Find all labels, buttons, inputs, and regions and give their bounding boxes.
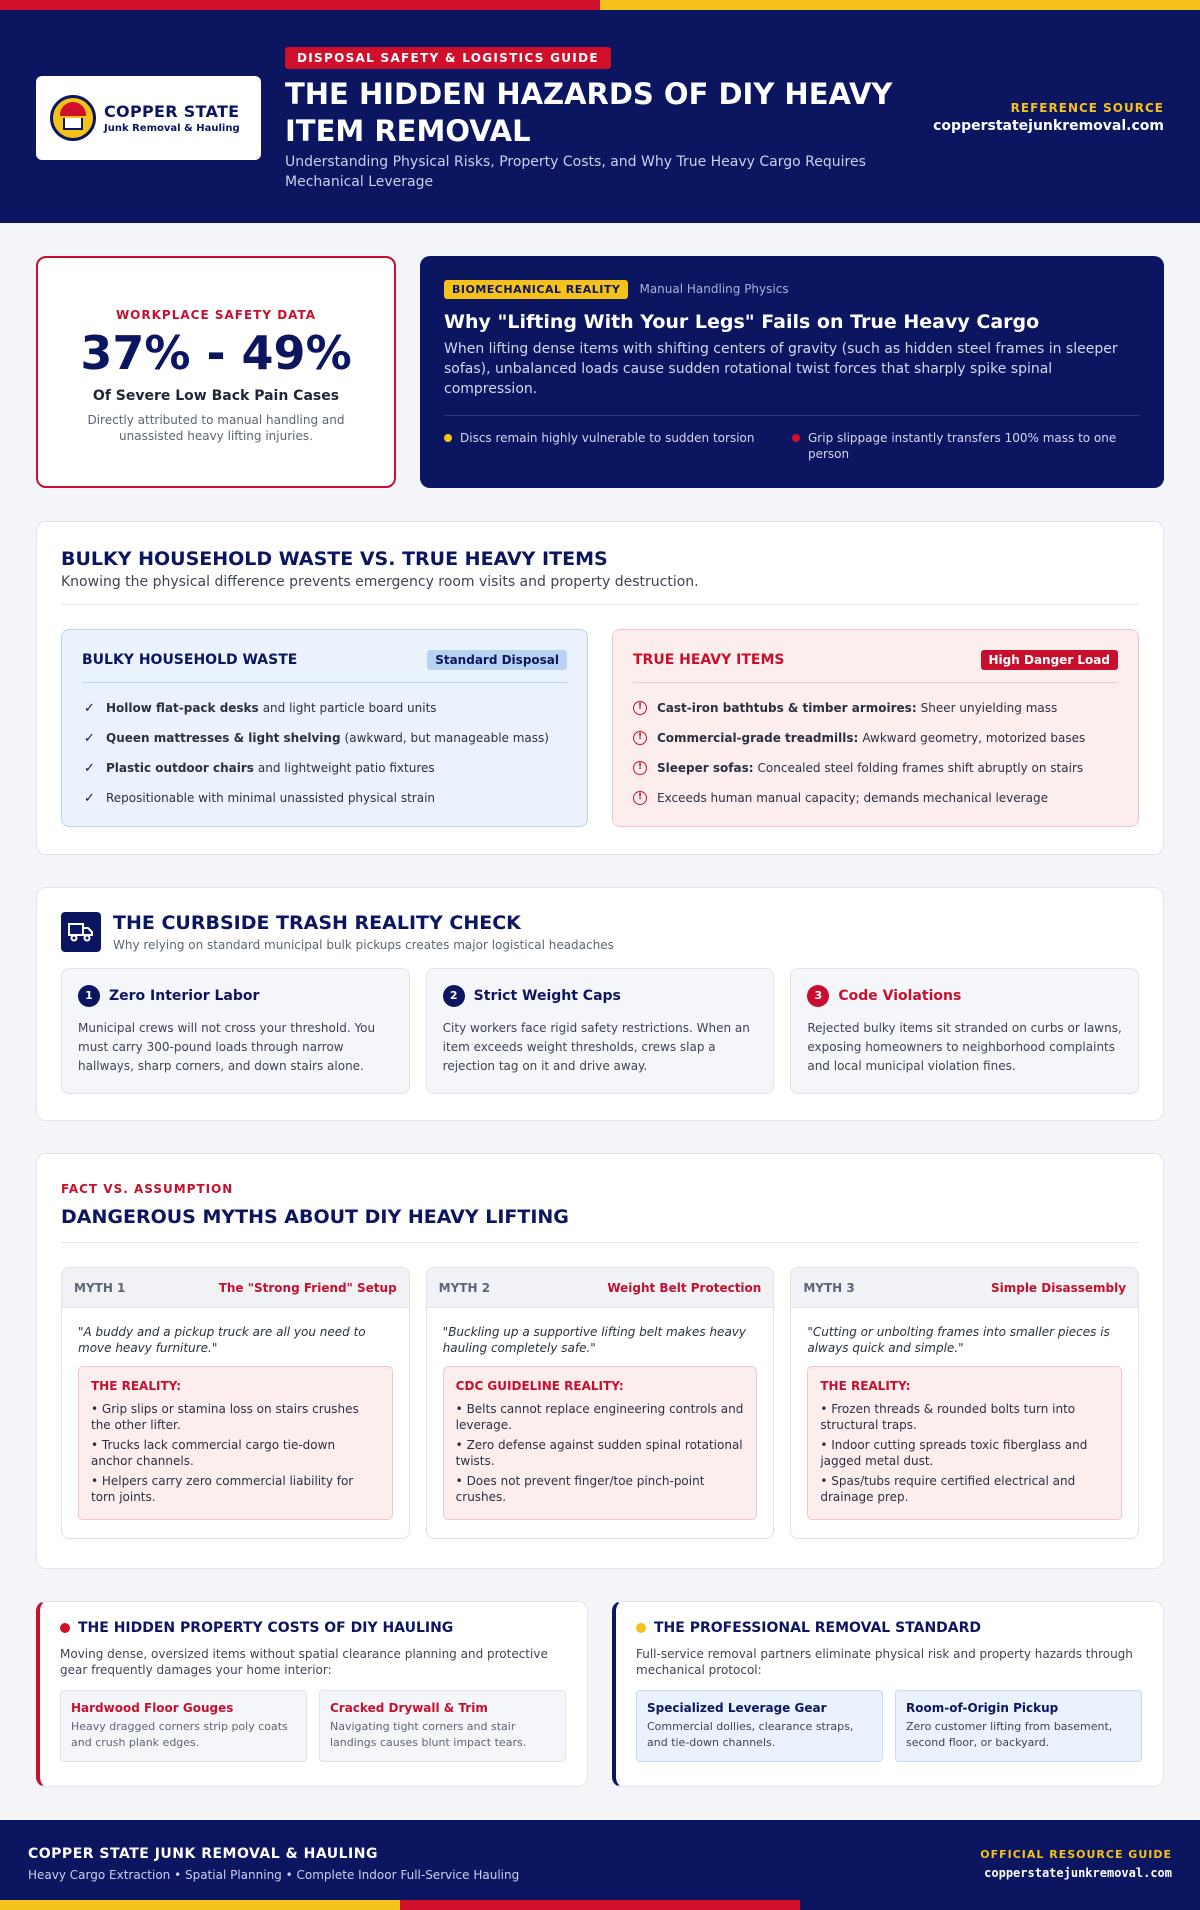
stat-value: 37% - 49%: [80, 326, 352, 380]
curbside-subtitle: Why relying on standard municipal bulk pickups creates major logistical headaches: [113, 938, 614, 952]
check-icon: ✓: [84, 760, 95, 776]
warning-icon: !: [633, 701, 647, 715]
high-danger-badge: High Danger Load: [981, 650, 1118, 670]
warning-icon: !: [633, 791, 647, 805]
myths-title: DANGEROUS MYTHS ABOUT DIY HEAVY LIFTING: [61, 1206, 569, 1228]
heavy-items-panel: [612, 629, 1139, 827]
list-item: ✓ Repositionable with minimal unassisted physical strain: [84, 790, 436, 806]
yellow-dot-icon: [636, 1623, 646, 1633]
comparison-section: [36, 521, 1164, 855]
footer-url[interactable]: copperstatejunkremoval.com: [984, 1866, 1172, 1880]
reference-url[interactable]: copperstatejunkremoval.com: [933, 118, 1164, 134]
bulky-waste-panel: [61, 629, 588, 827]
biomechanical-card: [420, 256, 1164, 488]
reality-item: • Belts cannot replace engineering controls and leverage.: [455, 1402, 744, 1432]
curbside-item-title: Code Violations: [838, 988, 962, 1004]
myth-quote: "Cutting or unbolting frames into smaller pieces is always quick and simple.": [807, 1325, 1110, 1355]
myth-number: MYTH 1: [74, 1280, 126, 1295]
stat-description: Of Severe Low Back Pain Cases: [92, 388, 340, 404]
safety-stat-card: [36, 256, 396, 488]
reality-item: • Does not prevent finger/toe pinch-point crushes.: [455, 1474, 705, 1504]
curbside-item-title: Strict Weight Caps: [473, 988, 621, 1004]
reference-label: REFERENCE SOURCE: [1010, 101, 1164, 115]
myths-label: FACT VS. ASSUMPTION: [61, 1182, 234, 1196]
myth-name: The "Strong Friend" Setup: [218, 1280, 397, 1295]
truck-icon: [61, 912, 101, 952]
list-item: ✓ Queen mattresses & light shelving (awkward, but manageable mass): [84, 730, 549, 746]
reality-box: [443, 1366, 758, 1520]
list-item: ! Commercial-grade treadmills: Awkward geometry, motorized bases: [633, 723, 1118, 753]
biomechanical-tag: BIOMECHANICAL REALITY: [444, 280, 628, 299]
warning-icon: !: [633, 731, 647, 745]
cost-item-text: Heavy dragged corners strip poly coats and crush plank edges.: [71, 1720, 288, 1749]
myth-quote: "Buckling up a supportive lifting belt makes heavy hauling completely safe.": [442, 1325, 746, 1355]
cost-item: [319, 1690, 566, 1762]
biomechanical-subtag: Manual Handling Physics: [639, 282, 789, 296]
curbside-item: [426, 968, 775, 1094]
number-badge: 1: [78, 985, 100, 1007]
comparison-title: BULKY HOUSEHOLD WASTE VS. TRUE HEAVY ITEMS: [61, 548, 608, 570]
check-icon: ✓: [84, 730, 95, 746]
divider: [61, 604, 1139, 605]
pro-item: [895, 1690, 1142, 1762]
top-color-stripe: [0, 0, 1200, 10]
myth-card: [61, 1267, 410, 1539]
footer-company-name: COPPER STATE JUNK REMOVAL & HAULING: [28, 1846, 378, 1862]
reality-item: • Grip slips or stamina loss on stairs crushes the other lifter.: [91, 1402, 359, 1432]
curbside-title: THE CURBSIDE TRASH REALITY CHECK: [113, 912, 521, 934]
curbside-item-text: Municipal crews will not cross your threshold. You must carry 300-pound loads through narrow hallways, sharp corners, and down stairs alone.: [78, 1021, 376, 1073]
pro-item-text: Zero customer lifting from basement, second floor, or backyard.: [906, 1720, 1113, 1749]
red-dot-icon: [60, 1623, 70, 1633]
brand-logo: [36, 76, 261, 160]
bio-bullet: Discs remain highly vulnerable to sudden torsion: [444, 430, 792, 462]
cost-item-text: Navigating tight corners and stair landings causes blunt impact tears.: [330, 1720, 527, 1749]
reality-box: [78, 1366, 393, 1520]
reality-item: • Spas/tubs require certified electrical and drainage prep.: [820, 1474, 1076, 1504]
page-header: [0, 10, 1200, 223]
property-costs-text: Moving dense, oversized items without spatial clearance planning and protective gear frequently damages your home interior:: [60, 1647, 548, 1677]
myth-name: Simple Disassembly: [990, 1280, 1127, 1295]
pro-item-title: Specialized Leverage Gear: [647, 1701, 827, 1715]
bio-bullet: Grip slippage instantly transfers 100% mass to one person: [792, 430, 1140, 462]
divider: [444, 415, 1140, 416]
pro-item: [636, 1690, 883, 1762]
myth-number: MYTH 2: [438, 1280, 491, 1295]
number-badge: 2: [443, 985, 465, 1007]
list-item: ! Cast-iron bathtubs & timber armoires: Sheer unyielding mass: [633, 693, 1118, 723]
bottom-color-stripe: [0, 1900, 1200, 1910]
cost-item: [60, 1690, 307, 1762]
sun-cart-logo-icon: [50, 95, 96, 141]
number-badge: 3: [807, 985, 829, 1007]
guide-badge: DISPOSAL SAFETY & LOGISTICS GUIDE: [285, 47, 611, 69]
myth-number: MYTH 3: [803, 1280, 855, 1295]
curbside-item-text: Rejected bulky items sit stranded on curbs or lawns, exposing homeowners to neighborhood complaints and local municipal violation fines.: [807, 1021, 1122, 1073]
myth-card: [426, 1267, 775, 1539]
list-item: ! Sleeper sofas: Concealed steel folding frames shift abruptly on stairs: [633, 753, 1118, 783]
reality-title: CDC GUIDELINE REALITY:: [455, 1379, 624, 1393]
bulky-waste-title: BULKY HOUSEHOLD WASTE: [82, 652, 298, 668]
brand-tagline: Junk Removal & Hauling: [104, 123, 240, 134]
reality-title: THE REALITY:: [91, 1379, 182, 1393]
reality-item: • Helpers carry zero commercial liability for torn joints.: [91, 1474, 354, 1504]
warning-icon: !: [633, 761, 647, 775]
page-subtitle: Understanding Physical Risks, Property Costs, and Why True Heavy Cargo Requires Mechanical Leverage: [285, 154, 866, 190]
professional-standard-card: [612, 1601, 1164, 1787]
brand-name: COPPER STATE: [104, 102, 240, 121]
myth-name: Weight Belt Protection: [607, 1280, 762, 1295]
curbside-item-title: Zero Interior Labor: [109, 988, 260, 1004]
myth-card: [790, 1267, 1139, 1539]
stat-subtext: Directly attributed to manual handling and unassisted heavy lifting injuries.: [87, 413, 345, 443]
property-costs-card: [36, 1601, 588, 1787]
reality-item: • Trucks lack commercial cargo tie-down anchor channels.: [91, 1438, 336, 1468]
biomechanical-text: When lifting dense items with shifting centers of gravity (such as hidden steel frames in sleeper sofas), unbalanced loads cause sudden rotational twist forces that sharply spike spinal compression.: [444, 341, 1118, 397]
page-footer: [0, 1820, 1200, 1900]
professional-standard-title: THE PROFESSIONAL REMOVAL STANDARD: [654, 1620, 982, 1636]
yellow-dot-icon: [444, 434, 452, 442]
list-item: ✓ Hollow flat-pack desks and light particle board units: [84, 700, 437, 716]
pro-item-text: Commercial dollies, clearance straps, and tie-down channels.: [647, 1720, 854, 1749]
cost-item-title: Cracked Drywall & Trim: [330, 1701, 488, 1715]
reality-item: • Frozen threads & rounded bolts turn into structural traps.: [820, 1402, 1076, 1432]
heavy-items-title: TRUE HEAVY ITEMS: [633, 652, 785, 668]
reality-title: THE REALITY:: [820, 1379, 911, 1393]
reality-item: • Indoor cutting spreads toxic fiberglass and jagged metal dust.: [820, 1438, 1088, 1468]
standard-disposal-badge: Standard Disposal: [427, 650, 567, 670]
myth-quote: "A buddy and a pickup truck are all you need to move heavy furniture.": [78, 1325, 366, 1355]
reality-box: [807, 1366, 1122, 1520]
curbside-item: [790, 968, 1139, 1094]
footer-tagline: Heavy Cargo Extraction • Spatial Planning • Complete Indoor Full-Service Hauling: [28, 1868, 520, 1882]
myths-section: [36, 1153, 1164, 1569]
curbside-section: [36, 887, 1164, 1121]
reality-item: • Zero defense against sudden spinal rotational twists.: [455, 1438, 743, 1468]
curbside-item: [61, 968, 410, 1094]
divider: [61, 1242, 1139, 1243]
stat-label: WORKPLACE SAFETY DATA: [115, 308, 317, 322]
list-item: ! Exceeds human manual capacity; demands mechanical leverage: [633, 783, 1118, 813]
cost-item-title: Hardwood Floor Gouges: [71, 1701, 234, 1715]
biomechanical-title: Why "Lifting With Your Legs" Fails on True Heavy Cargo: [444, 311, 1040, 333]
check-icon: ✓: [84, 700, 95, 716]
red-dot-icon: [792, 434, 800, 442]
comparison-subtitle: Knowing the physical difference prevents emergency room visits and property destruction.: [61, 574, 699, 590]
pro-item-title: Room-of-Origin Pickup: [906, 1701, 1059, 1715]
page-title: THE HIDDEN HAZARDS OF DIY HEAVY ITEM REMOVAL: [285, 77, 893, 148]
footer-label: OFFICIAL RESOURCE GUIDE: [980, 1848, 1172, 1861]
curbside-item-text: City workers face rigid safety restrictions. When an item exceeds weight thresholds, crews slap a rejection tag on it and drive away.: [442, 1021, 750, 1073]
professional-standard-text: Full-service removal partners eliminate physical risk and property hazards through mechanical protocol:: [636, 1647, 1133, 1677]
list-item: ✓ Plastic outdoor chairs and lightweight patio fixtures: [84, 760, 435, 776]
check-icon: ✓: [84, 790, 95, 806]
property-costs-title: THE HIDDEN PROPERTY COSTS OF DIY HAULING: [78, 1620, 454, 1636]
